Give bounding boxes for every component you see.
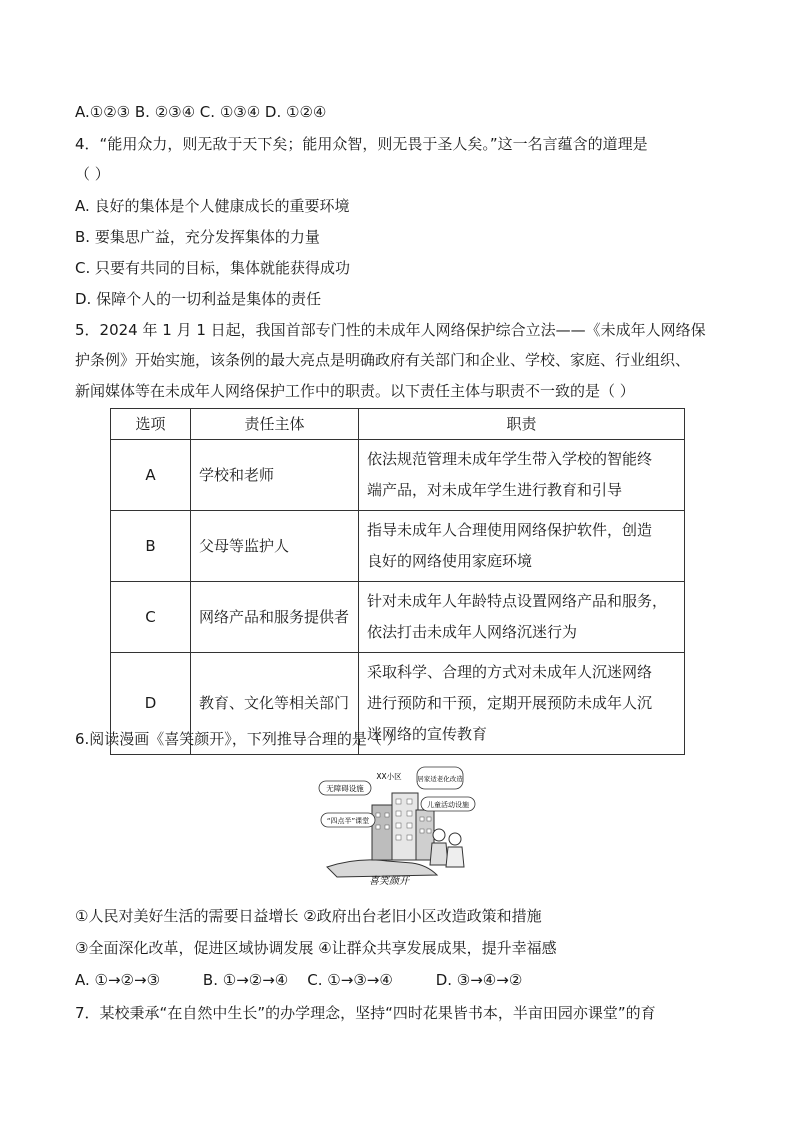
comic-illustration: [317, 765, 477, 885]
table-cell-duty: [359, 440, 685, 511]
q5-stem-line1: 5．2024 年 1 月 1 日起，我国首部专门性的未成年人网络保护综合立法——《未成年人网络保: [75, 321, 706, 339]
person-body: [446, 847, 464, 867]
table-row: [111, 511, 685, 582]
q4-option-d: D. 保障个人的一切利益是集体的责任: [75, 290, 322, 308]
duty-line: 迷网络的宣传教育: [367, 725, 488, 743]
table-cell-subject: 教育、文化等相关部门: [191, 653, 359, 755]
comic-label: “四点半”课堂: [326, 817, 370, 825]
table-header: 责任主体: [191, 409, 359, 440]
table-header: 选项: [111, 409, 191, 440]
table-cell-subject: 网络产品和服务提供者: [191, 582, 359, 653]
duty-line: 依法打击未成年人网络沉迷行为: [367, 623, 578, 641]
q5-stem-line3: 新闻媒体等在未成年人网络保护工作中的职责。以下责任主体与职责不一致的是（ ）: [75, 382, 635, 400]
duty-line: 指导未成年人合理使用网络保护软件，创造: [367, 521, 653, 539]
q6-items-3-4: ③全面深化改革，促进区域协调发展 ④让群众共享发展成果，提升幸福感: [75, 939, 557, 957]
q4-option-a: A. 良好的集体是个人健康成长的重要环境: [75, 197, 350, 215]
comic-label: 儿童活动设施: [427, 801, 469, 809]
person-body: [430, 843, 448, 865]
q4-option-c: C. 只要有共同的目标，集体就能获得成功: [75, 259, 351, 277]
person-head: [433, 829, 445, 841]
comic-caption: 喜笑颜开: [369, 876, 409, 885]
comic-label: XX小区: [376, 772, 402, 781]
comic-label: 无障碍设施: [326, 784, 364, 793]
table-row: [111, 582, 685, 653]
duty-line: 依法规范管理未成年学生带入学校的智能终: [367, 450, 653, 468]
table-row: [111, 440, 685, 511]
duty-line: 针对未成年人年龄特点设置网络产品和服务，: [367, 592, 668, 610]
q4-option-b: B. 要集思广益，充分发挥集体的力量: [75, 228, 320, 246]
q6-items-1-2: ①人民对美好生活的需要日益增长 ②政府出台老旧小区改造政策和措施: [75, 907, 542, 925]
table-cell-option: C: [111, 582, 191, 653]
table-cell-subject: 学校和老师: [191, 440, 359, 511]
person-head: [449, 833, 461, 845]
table-cell-option: D: [111, 653, 191, 755]
q5-stem-line2: 护条例》开始实施，该条例的最大亮点是明确政府有关部门和企业、学校、家庭、行业组织、: [75, 351, 691, 369]
duty-line: 端产品，对未成年学生进行教育和引导: [367, 481, 623, 499]
q6-options: A. ①→②→③ B. ①→②→④ C. ①→③→④ D. ③→④→②: [75, 971, 523, 989]
comic-label: 居家适老化改造: [417, 775, 463, 783]
q3-options: A.①②③ B. ②③④ C. ①③④ D. ①②④: [75, 103, 327, 121]
building-left: [372, 805, 394, 860]
table-cell-duty: [359, 582, 685, 653]
duty-line: 进行预防和干预，定期开展预防未成年人沉: [367, 694, 653, 712]
table-cell-option: A: [111, 440, 191, 511]
q6-stem: 6.阅读漫画《喜笑颜开》，下列推导合理的是（ ）: [75, 730, 402, 748]
q4-stem-line1: 4．“能用众力，则无敌于天下矣；能用众智，则无畏于圣人矣。”这一名言蕴含的道理是: [75, 135, 648, 153]
table-header: 职责: [359, 409, 685, 440]
table-cell-option: B: [111, 511, 191, 582]
table-cell-duty: [359, 511, 685, 582]
responsibility-table: [110, 408, 685, 755]
hand-shape: [327, 860, 437, 877]
duty-line: 采取科学、合理的方式对未成年人沉迷网络: [367, 663, 653, 681]
q7-stem: 7．某校秉承“在自然中生长”的办学理念，坚持“四时花果皆书本，半亩田园亦课堂”的育: [75, 1004, 656, 1022]
duty-line: 良好的网络使用家庭环境: [367, 552, 533, 570]
table-header-row: [111, 409, 685, 440]
table-cell-subject: 父母等监护人: [191, 511, 359, 582]
q4-stem-line2: （ ）: [75, 165, 110, 183]
